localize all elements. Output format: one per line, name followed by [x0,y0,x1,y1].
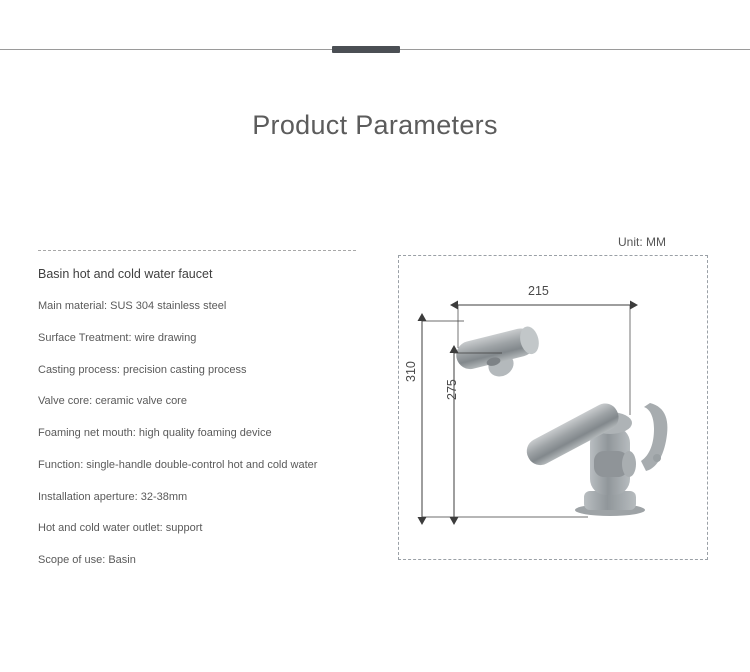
spec-item-installation-aperture: Installation aperture: 32-38mm [38,490,188,503]
faucet-dimension-drawing [398,255,708,560]
specifications-panel [38,250,368,568]
header-accent-bar [332,46,400,53]
dimension-label-width: 215 [528,284,549,298]
dimension-label-spout-height: 275 [445,379,459,400]
spec-item-foaming-net-mouth: Foaming net mouth: high quality foaming device [38,427,272,439]
spec-dashed-divider [38,250,356,251]
dimension-label-total-height: 310 [404,361,418,382]
page-title: Product Parameters [252,110,498,140]
spec-item-valve-core: Valve core: ceramic valve core [38,395,187,408]
spec-heading: Basin hot and cold water faucet [38,267,213,281]
spec-item-casting-process: Casting process: precision casting process [38,363,247,376]
spec-item-function: Function: single-handle double-control hot and cold water [38,458,318,471]
spec-item-material: Main material: SUS 304 stainless steel [38,300,227,312]
spec-item-water-outlet: Hot and cold water outlet: support [38,522,203,535]
spec-item-surface-treatment: Surface Treatment: wire drawing [38,331,197,344]
spec-item-scope-of-use: Scope of use: Basin [38,554,136,566]
header-divider [0,46,750,54]
diagram-unit-label: Unit: MM [618,235,666,249]
